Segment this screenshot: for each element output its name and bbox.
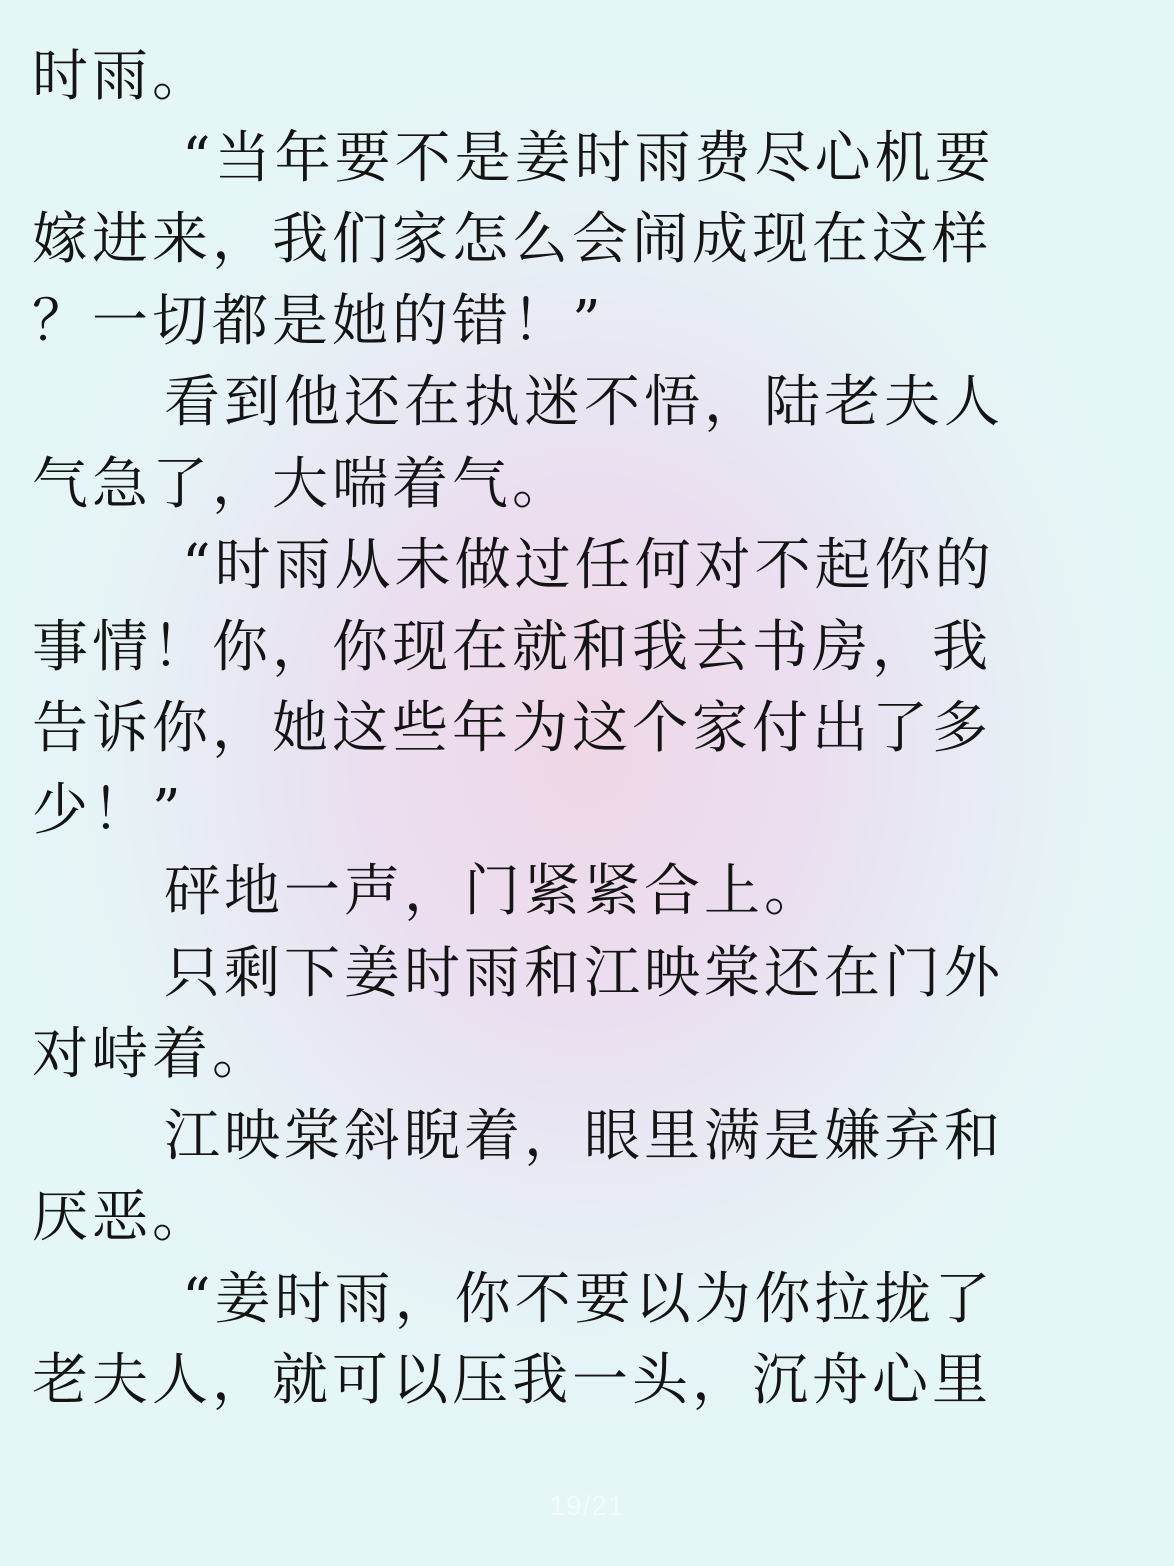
novel-text: [32, 36, 1092, 1422]
text-line: “姜时雨，你不要以为你拉拢了: [182, 1266, 995, 1332]
text-line: “时雨从未做过任何对不起你的: [182, 533, 995, 598]
text-line: 时雨。: [32, 44, 212, 109]
text-line: 嫁进来，我们家怎么会闹成现在这样: [32, 207, 992, 272]
text-line: 江映棠斜睨着，眼里满是嫌弃和: [164, 1103, 1004, 1169]
text-line: 气急了，大喘着气。: [32, 451, 572, 517]
text-line: 老夫人，就可以压我一头，沉舟心里: [32, 1348, 992, 1413]
text-line: 厌恶。: [32, 1185, 212, 1250]
page-number: 19/21: [549, 1490, 625, 1521]
text-line: 少！”: [32, 777, 185, 843]
text-line: 告诉你，她这些年为这个家付出了多: [32, 696, 992, 761]
text-line: 只剩下姜时雨和江映棠还在门外: [164, 940, 1004, 1006]
text-line: ？一切都是她的错！”: [32, 288, 605, 354]
text-line: 对峙着。: [32, 1022, 272, 1087]
text-line: 事情！你，你现在就和我去书房，我: [32, 614, 992, 680]
text-line: 看到他还在执迷不悟，陆老夫人: [164, 370, 1004, 435]
text-line: 砰地一声，门紧紧合上。: [164, 859, 824, 924]
text-line: “当年要不是姜时雨费尽心机要: [182, 125, 995, 191]
